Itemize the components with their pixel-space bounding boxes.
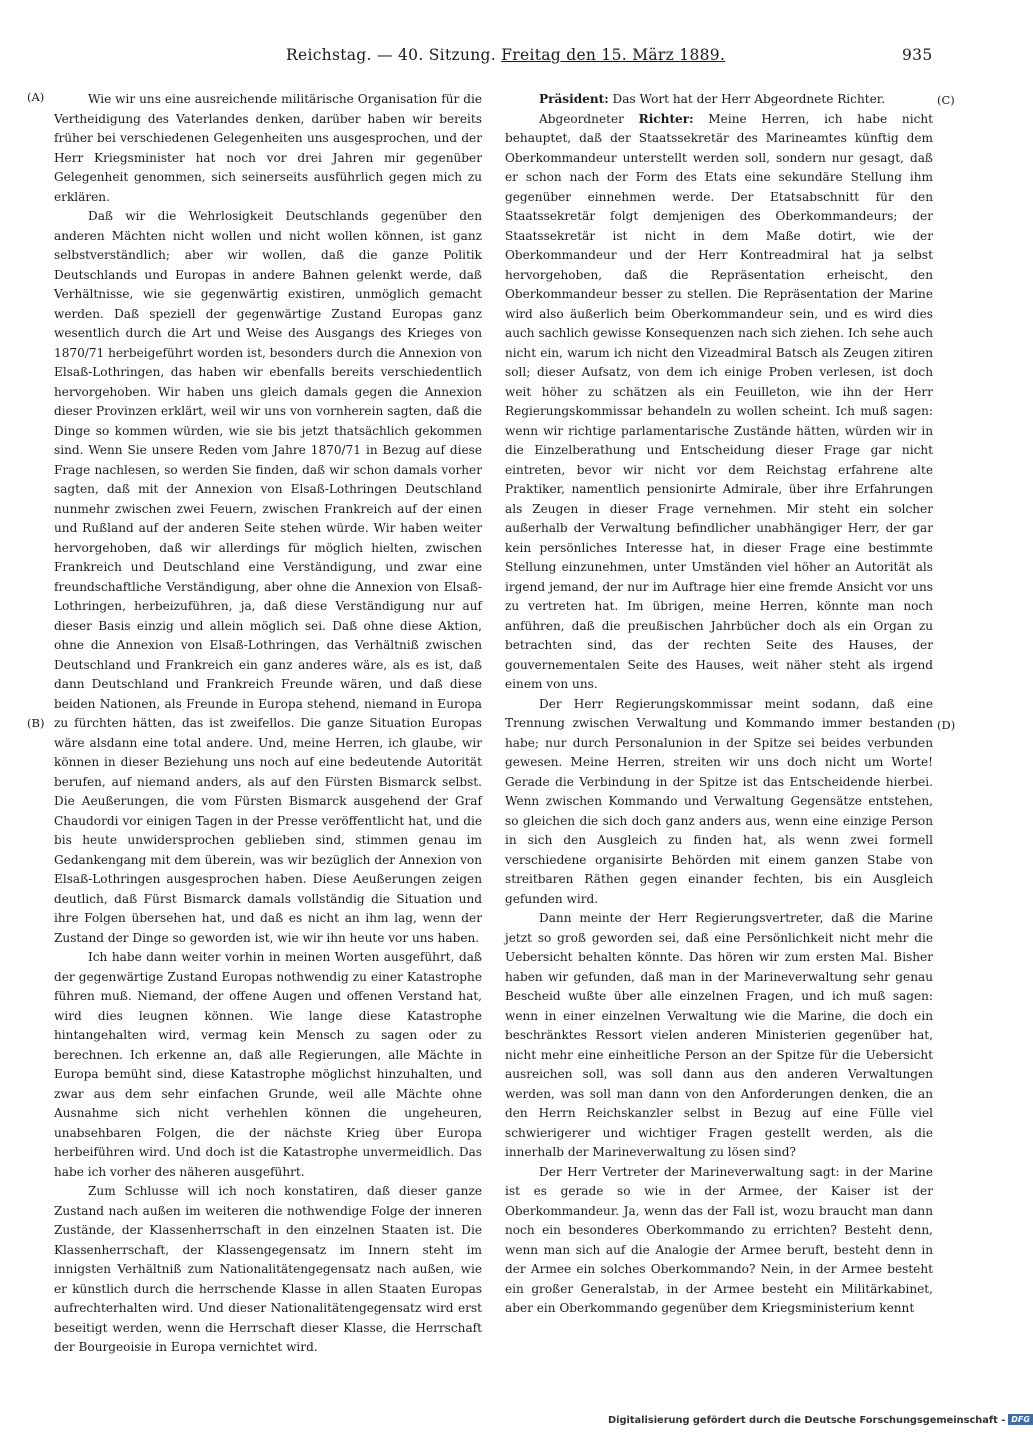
running-header [0, 46, 1000, 72]
page-number: 935 [902, 46, 933, 64]
speaker-role: Abgeordneter [539, 111, 639, 126]
credit-text: Digitalisierung gefördert durch die Deutsche Forschungsgemeinschaft - [608, 1415, 1006, 1426]
speech-text: Meine Herren, ich habe nicht behauptet, daß der Staatssekretär des Marineamtes künftig dem Oberkommandeur unterstellt werden soll, sondern nur gesagt, daß er schon nach der Form des Etats eine sekundäre Stellung ihm gegenüber einnehmen werde. Der Etatsabschnitt für den Staatssekretär folgt demjenigen des Oberkommandeurs; der Staatssekretär ist nicht in dem Maße dotirt, wie der Oberkommandeur und der Herr Kontreadmiral hat ja selbst hervorgehoben, daß die Repräsentation erheischt, den Oberkommandeur besser zu stellen. Die Repräsentation der Marine wird also äußerlich beim Oberkommandeur sein, und es wird dies auch sachlich gewisse Konsequenzen nach sich ziehen. Ich sehe auch nicht ein, warum ich nicht den Vizeadmiral Batsch als Zeugen zitiren soll; dieser Aufsatz, von dem ich einige Proben verlesen, ist doch weit höher zu schätzen als ein Feuilleton, wie ihn der Herr Regierungskommissar behandeln zu wollen scheint. Ich muß sagen: wenn wir richtige parlamentarische Zustände hätten, würden wir in die Einzelberathung und Entscheidung dieser Frage gar nicht eintreten, bevor wir nicht vor dem Reichstag erfahrene alte Praktiker, namentlich pensionirte Admirale, über ihre Erfahrungen als Zeugen in dieser Frage vernehmen. Mir steht ein solcher außerhalb der Verwaltung befindlicher unabhängiger Herr, der gar kein persönliches Interesse hat, in dieser Frage eine bestimmte Stellung einzunehmen, unter Umständen viel höher an Autorität als irgend jemand, der nur im Auftrage hier eine fremde Ansicht vor uns zu vertreten hat. Im übrigen, meine Herren, könnte man noch anführen, daß die preußischen Jahrbücher doch als ein Organ zu betrachten sind, das der rechten Seite des Hauses, der gouvernementalen Seite des Hauses, weit näher steht als irgend einem von uns. [505, 111, 933, 691]
speaker-label: Präsident: [539, 92, 609, 106]
speaker-label: Richter: [638, 111, 694, 126]
paragraph: Der Herr Vertreter der Marineverwaltung sagt: in der Marine ist es gerade so wie in der Armee, der Kaiser ist der Oberkommandeur. Ja, wenn das der Fall ist, wozu braucht man dann noch ein besonderes Oberkommando zu errichten? Besteht denn, wenn man sich auf die Analogie der Armee beruft, besteht denn in der Armee ein solches Oberkommando? Nein, in der Armee besteht ein großer Generalstab, in der Armee besteht ein Militärkabinet, aber ein Oberkommando gegenüber dem Kriegsministerium kennt [505, 1164, 933, 1315]
section-marker-d: (D) [937, 718, 956, 732]
paragraph: Zum Schlusse will ich noch konstatiren, daß dieser ganze Zustand nach außen im weiteren die nothwendige Folge der inneren Zustände, der Klassenherrschaft in den einzelnen Staaten ist. Die Klassenherrschaft, der Klassengegensatz im Innern steht im innigsten Verhältniß zum Nationalitätengegensatz nach außen, wie er künstlich durch die herrschende Klasse in allen Staaten Europas aufrechterhalten wird. Und dieser Nationalitätengegensatz wird erst beseitigt werden, wenn die Herrschaft dieser Klasse, die Herrschaft der Bourgeoisie in Europa vernichtet wird. [54, 1184, 482, 1354]
right-column [505, 90, 933, 1352]
section-marker-c: (C) [937, 93, 955, 107]
header-title [286, 46, 725, 64]
paragraph: Der Herr Regierungskommissar meint sodann, daß eine Trennung zwischen Verwaltung und Kommando immer bestanden habe; nur durch Personalunion in der Spitze sei beides verbunden gewesen. Meine Herren, streiten wir uns doch nicht um Worte! Gerade die Verbindung in der Spitze ist das Entscheidende hierbei. Wenn zwischen Kommando und Verwaltung Gegensätze entstehen, so gleichen die sich doch ganz anders aus, wenn eine einzige Person in sich den Ausgleich zu finden hat, als wenn zwei formell verschiedene organisirte Behörden mit einem ganzen Stabe von streitbaren Räthen gegen einander fechten, bis ein Ausgleich gefunden wird. [505, 696, 933, 906]
paragraph: Daß wir die Wehrlosigkeit Deutschlands gegenüber den anderen Mächten nicht wollen und nicht wollen können, ist ganz selbstverständlich; aber wir wollen, daß die ganze Politik Deutschlands und Europas in andere Bahnen gelenkt werde, daß Verhältnisse, wie sie gegenwärtig existiren, unmöglich gemacht werden. Daß speziell der gegenwärtige Zustand Europas ganz wesentlich durch die Art und Weise des Ausgangs des Krieges von 1870/71 herbeigeführt worden ist, besonders durch die Annexion von Elsaß-Lothringen, das haben wir ebenfalls bereits verschiedentlich hervorgehoben. Wir haben uns gleich damals gegen die Annexion dieser Provinzen erklärt, weil wir uns von vornherein sagten, daß die Dinge so kommen würden, wie sie bis jetzt thatsächlich gekommen sind. Wenn Sie unsere Reden vom Jahre 1870/71 in Bezug auf diese Frage nachlesen, so werden Sie finden, daß wir schon damals vorher sagten, daß mit der Annexion von Elsaß-Lothringen Deutschland nunmehr zwischen zwei Feuern, zwischen Frankreich auf der einen und Rußland auf der anderen Seite stehen würde. Wir haben weiter hervorgehoben, daß wir allerdings für möglich hielten, zwischen Frankreich und Deutschland eine Verständigung, und zwar eine freundschaftliche Verständigung, aber ohne die Annexion von Elsaß-Lothringen, herbeizuführen, ja, daß diese Verständigung nur auf dieser Basis einzig und allein möglich sei. Daß ohne diese Aktion, ohne die Annexion von Elsaß-Lothringen, das Verhältniß zwischen Deutschland und Frankreich ein ganz anderes wäre, als es ist, daß dann Deutschland und Frankreich Freunde wären, und daß diese beiden Nationen, als Freunde in Europa stehend, niemand in Europa zu fürchten hätten, das ist zweifellos. Die ganze Situation Europas wäre alsdann eine total andere. Und, meine Herren, ich glaube, wir können in dieser Beziehung uns noch auf eine bedeutende Autorität berufen, auf niemand anders, als auf den Fürsten Bismarck selbst. Die Aeußerungen, die vom Fürsten Bismarck ausgehend der Graf Chaudordi vor einigen Tagen in der Presse veröffentlicht hat, und die bis heute unwidersprochen geblieben sind, stimmen genau im Gedankengang mit dem überein, was wir bezüglich der Annexion von Elsaß-Lothringen ausgesprochen haben. Diese Aeußerungen zeigen deutlich, daß Fürst Bismarck damals vollständig die Situation und ihre Folgen übersehen hat, und daß es nicht an ihm lag, wenn der Zustand der Dinge so geworden ist, wie wir ihn heute vor uns haben. [54, 209, 482, 945]
left-column [54, 90, 482, 1352]
dfg-logo: DFG [1008, 1414, 1033, 1425]
paragraph: Wie wir uns eine ausreichende militärische Organisation für die Vertheidigung des Vaterlandes denken, darüber haben wir bereits früher bei verschiedenen Gelegenheiten uns ausgesprochen, und der Herr Kriegsminister hat noch vor drei Jahren mir gegenüber Gelegenheit genommen, sich seinerseits ausführlich gegen mich zu erklären. [54, 92, 482, 204]
header-session: Reichstag. — 40. Sitzung. [286, 46, 496, 64]
speech-president [505, 90, 933, 110]
digitization-credit [608, 1414, 1030, 1428]
paragraph: Dann meinte der Herr Regierungsvertreter, daß die Marine jetzt so groß geworden sei, daß eine Persönlichkeit nicht mehr die Uebersicht behalten könnte. Das hören wir zum ersten Mal. Bisher haben wir gefunden, daß man in der Marineverwaltung sehr genau Bescheid wußte über alle einzelnen Fragen, und ich muß sagen: wenn in einer einzelnen Verwaltung wie die Marine, die doch ein beschränktes Ressort vielen anderen Ministerien gegenüber hat, nicht mehr eine einheitliche Person an der Spitze für die Uebersicht ausreichen soll, was soll dann aus den anderen Verwaltungen werden, was soll man dann von den Anforderungen denken, die an den Herrn Reichskanzler selbst in Bezug auf eine Fülle viel schwierigerer und wichtiger Fragen gestellt werden, als die innerhalb der Marineverwaltung zu lösen sind? [505, 911, 933, 1159]
section-marker-b: (B) [27, 716, 45, 730]
paragraph: Ich habe dann weiter vorhin in meinen Worten ausgeführt, daß der gegenwärtige Zustand Europas nothwendig zu einer Katastrophe führen muß. Niemand, der offene Augen und offenen Verstand hat, wird dies leugnen können. Wie lange diese Katastrophe hintangehalten wird, vermag kein Mensch zu sagen oder zu berechnen. Ich erkenne an, daß alle Regierungen, alle Mächte in Europa bemüht sind, diese Katastrophe möglichst hinzuhalten, und zwar aus dem sehr einfachen Grunde, weil alle Mächte ohne Ausnahme sich nicht verhehlen können die ungeheuren, unabsehbaren Folgen, die der nächste Krieg über Europa herbeiführen wird. Und doch ist die Katastrophe unvermeidlich. Das habe ich vorher des näheren ausgeführt. [54, 950, 482, 1179]
speech-richter [505, 110, 933, 695]
header-date: Freitag den 15. März 1889. [501, 46, 726, 64]
speech-text: Das Wort hat der Herr Abgeordnete Richter. [608, 92, 886, 106]
section-marker-a: (A) [27, 90, 45, 104]
